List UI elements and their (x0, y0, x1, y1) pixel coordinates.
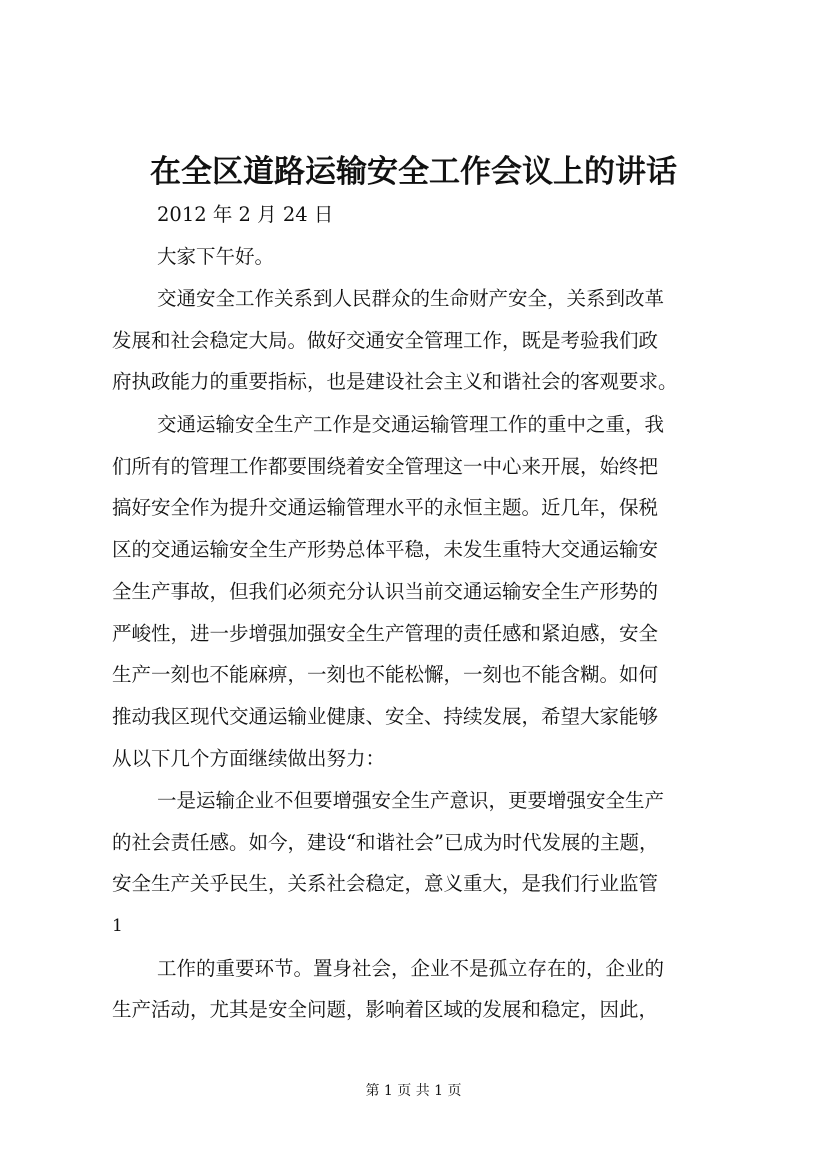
paragraph-line: 从以下几个方面继续做出努力： (112, 747, 386, 770)
paragraph-line: 府执政能力的重要指标，也是建设社会主义和谐社会的客观要求。 (112, 370, 678, 393)
document-date: 2012 年 2 月 24 日 (157, 203, 334, 226)
paragraph-line: 区的交通运输安全生产形势总体平稳，未发生重特大交通运输安 (112, 538, 659, 561)
paragraph-line: 交通运输安全生产工作是交通运输管理工作的重中之重，我 (157, 413, 665, 436)
paragraph-line: 一是运输企业不但要增强安全生产意识，更要增强安全生产 (157, 789, 665, 812)
paragraph-line: 们所有的管理工作都要围绕着安全管理这一中心来开展，始终把 (112, 455, 659, 478)
paragraph-line: 工作的重要环节。置身社会，企业不是孤立存在的，企业的 (157, 957, 665, 980)
paragraph-line: 生产活动，尤其是安全问题，影响着区域的发展和稳定，因此， (112, 998, 659, 1021)
paragraph-line: 发展和社会稳定大局。做好交通安全管理工作，既是考验我们政 (112, 329, 659, 352)
paragraph-line: 严峻性，进一步增强加强安全生产管理的责任感和紧迫感，安全 (112, 622, 659, 645)
paragraph-line: 交通安全工作关系到人民群众的生命财产安全，关系到改革 (157, 287, 665, 310)
page-footer: 第 1 页 共 1 页 (365, 1083, 462, 1099)
paragraph-line: 生产一刻也不能麻痹，一刻也不能松懈，一刻也不能含糊。如何 (112, 663, 659, 686)
greeting-line: 大家下午好。 (157, 245, 275, 268)
paragraph-line: 安全生产关乎民生，关系社会稳定，意义重大，是我们行业监管 (112, 872, 659, 895)
paragraph-line: 的社会责任感。如今，建设“和谐社会”已成为时代发展的主题， (112, 831, 659, 854)
document-title: 在全区道路运输安全工作会议上的讲话 (150, 154, 677, 190)
paragraph-line: 全生产事故，但我们必须充分认识当前交通运输安全生产形势的 (112, 580, 659, 603)
paragraph-line: 搞好安全作为提升交通运输管理水平的永恒主题。近几年，保税 (112, 496, 659, 519)
page-marker: 1 (112, 916, 123, 936)
paragraph-line: 推动我区现代交通运输业健康、安全、持续发展，希望大家能够 (112, 705, 659, 728)
